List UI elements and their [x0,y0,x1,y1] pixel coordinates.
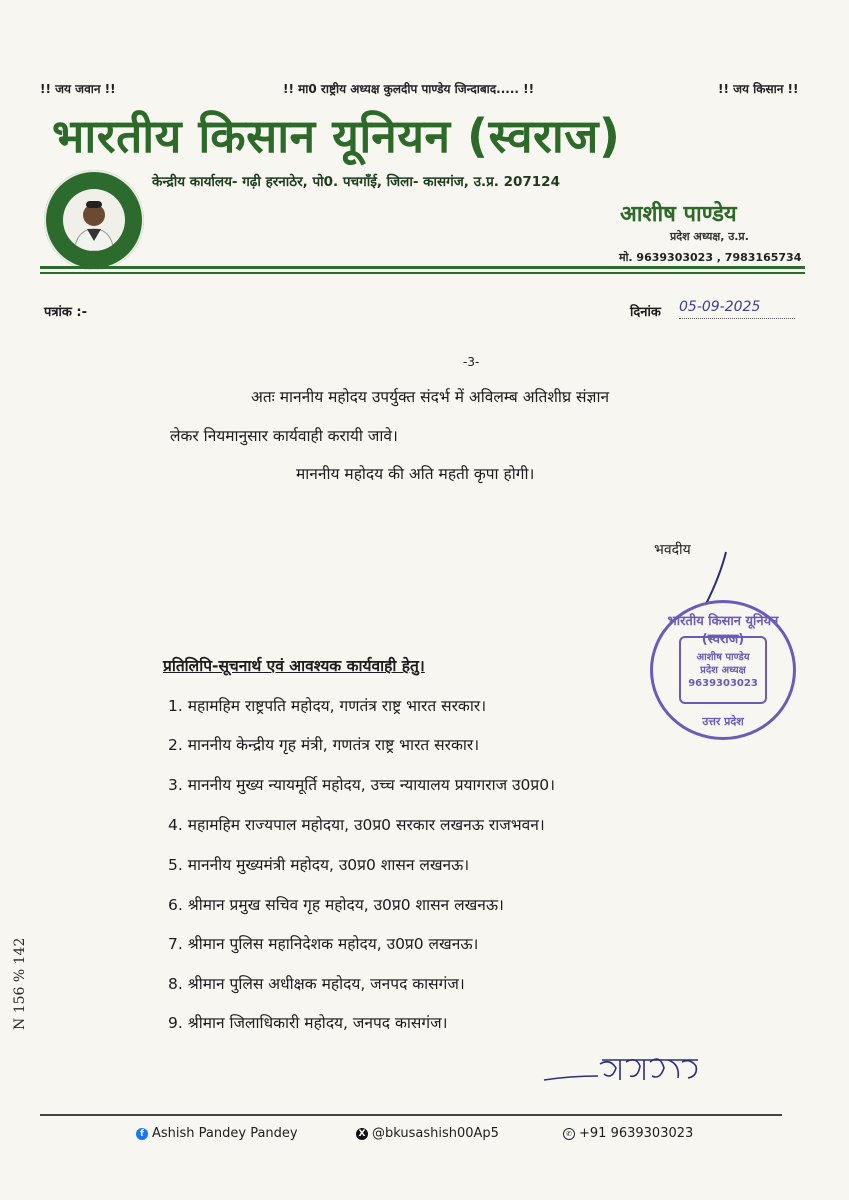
x-handle: @bkusashish00Ap5 [372,1126,499,1141]
official-stamp [650,600,796,740]
reference-number-label: पत्रांक :- [44,305,88,320]
stamp-post: प्रदेश अध्यक्ष [700,664,746,676]
leader-mobile: मो. 9639303023 , 7983165734 [619,251,802,264]
copy-item: 7. श्रीमान पुलिस महानिदेशक महोदय, उ0प्र0 लखनऊ। [168,935,479,953]
date-dotted-line [679,318,795,319]
stamp-region: उत्तर प्रदेश [702,715,744,728]
slogan-center: !! मा0 राष्ट्रीय अध्यक्ष कुलदीप पाण्डेय जिन्दाबाद..... !! [283,82,535,96]
date-value: 05-09-2025 [679,299,761,315]
whatsapp-number: +91 9639303023 [579,1126,694,1141]
footer-whatsapp [563,1126,693,1141]
handwritten-signature [540,1050,720,1090]
stamp-phone: 9639303023 [688,677,758,689]
facebook-name: Ashish Pandey Pandey [152,1126,298,1141]
stamp-name: आशीष पाण्डेय [696,651,750,663]
leader-name: आशीष पाण्डेय [620,202,737,227]
copy-item: 5. माननीय मुख्यमंत्री महोदय, उ0प्र0 शासन लखनऊ। [168,856,470,874]
leader-portrait-icon [63,189,125,251]
copy-item: 2. माननीय केन्द्रीय गृह मंत्री, गणतंत्र राष्ट्र भारत सरकार। [168,736,480,754]
leader-designation: प्रदेश अध्यक्ष, उ.प्र. [670,230,749,243]
copy-to-heading: प्रतिलिपि-सूचनार्थ एवं आवश्यक कार्यवाही हेतु। [163,657,425,675]
copy-item: 6. श्रीमान प्रमुख सचिव गृह महोदय, उ0प्र0 शासन लखनऊ। [168,896,504,914]
body-paragraph-1: अतः माननीय महोदय उपर्युक्त संदर्भ में अविलम्ब अतिशीघ्र संज्ञान [251,388,610,406]
slogan-right: !! जय किसान !! [718,82,799,96]
footer-facebook [136,1126,298,1141]
whatsapp-icon: ✆ [563,1128,575,1140]
copy-item: 4. महामहिम राज्यपाल महोदया, उ0प्र0 सरकार लखनऊ राजभवन। [168,816,545,834]
body-paragraph-3: माननीय महोदय की अति महती कृपा होगी। [296,465,535,483]
date-label: दिनांक [630,305,661,320]
office-address: केन्द्रीय कार्यालय- गढ़ी हरनाठेर, पो0. पचगाँई, जिला- कासगंज, उ.प्र. 207124 [152,174,560,190]
stamp-ring-text: भारतीय किसान यूनियन (स्वराज) [667,614,779,647]
x-icon: X [356,1128,368,1140]
copy-item: 8. श्रीमान पुलिस अधीक्षक महोदय, जनपद कासगंज। [168,975,465,993]
slogan-left: !! जय जवान !! [40,82,116,96]
body-paragraph-2: लेकर नियमानुसार कार्यवाही करायी जावे। [170,427,398,445]
footer-rule [40,1114,782,1116]
closing-salutation: भवदीय [654,542,691,558]
copy-item: 9. श्रीमान जिलाधिकारी महोदय, जनपद कासगंज। [168,1014,448,1032]
footer-x [356,1126,499,1141]
facebook-icon: f [136,1128,148,1140]
filing-mark: N 156 % 142 [12,937,28,1030]
header-rule-bottom [40,272,805,274]
organization-title: भारतीय किसान यूनियन (स्वराज) [52,109,621,163]
copy-item: 1. महामहिम राष्ट्रपति महोदय, गणतंत्र राष्ट्र भारत सरकार। [168,697,487,715]
page-number: -3- [463,355,480,369]
organization-emblem [44,170,144,270]
copy-item: 3. माननीय मुख्य न्यायमूर्ति महोदय, उच्च न्यायालय प्रयागराज उ0प्र0। [168,776,555,794]
header-rule-top [40,266,805,269]
signature-tick-icon [700,548,730,608]
